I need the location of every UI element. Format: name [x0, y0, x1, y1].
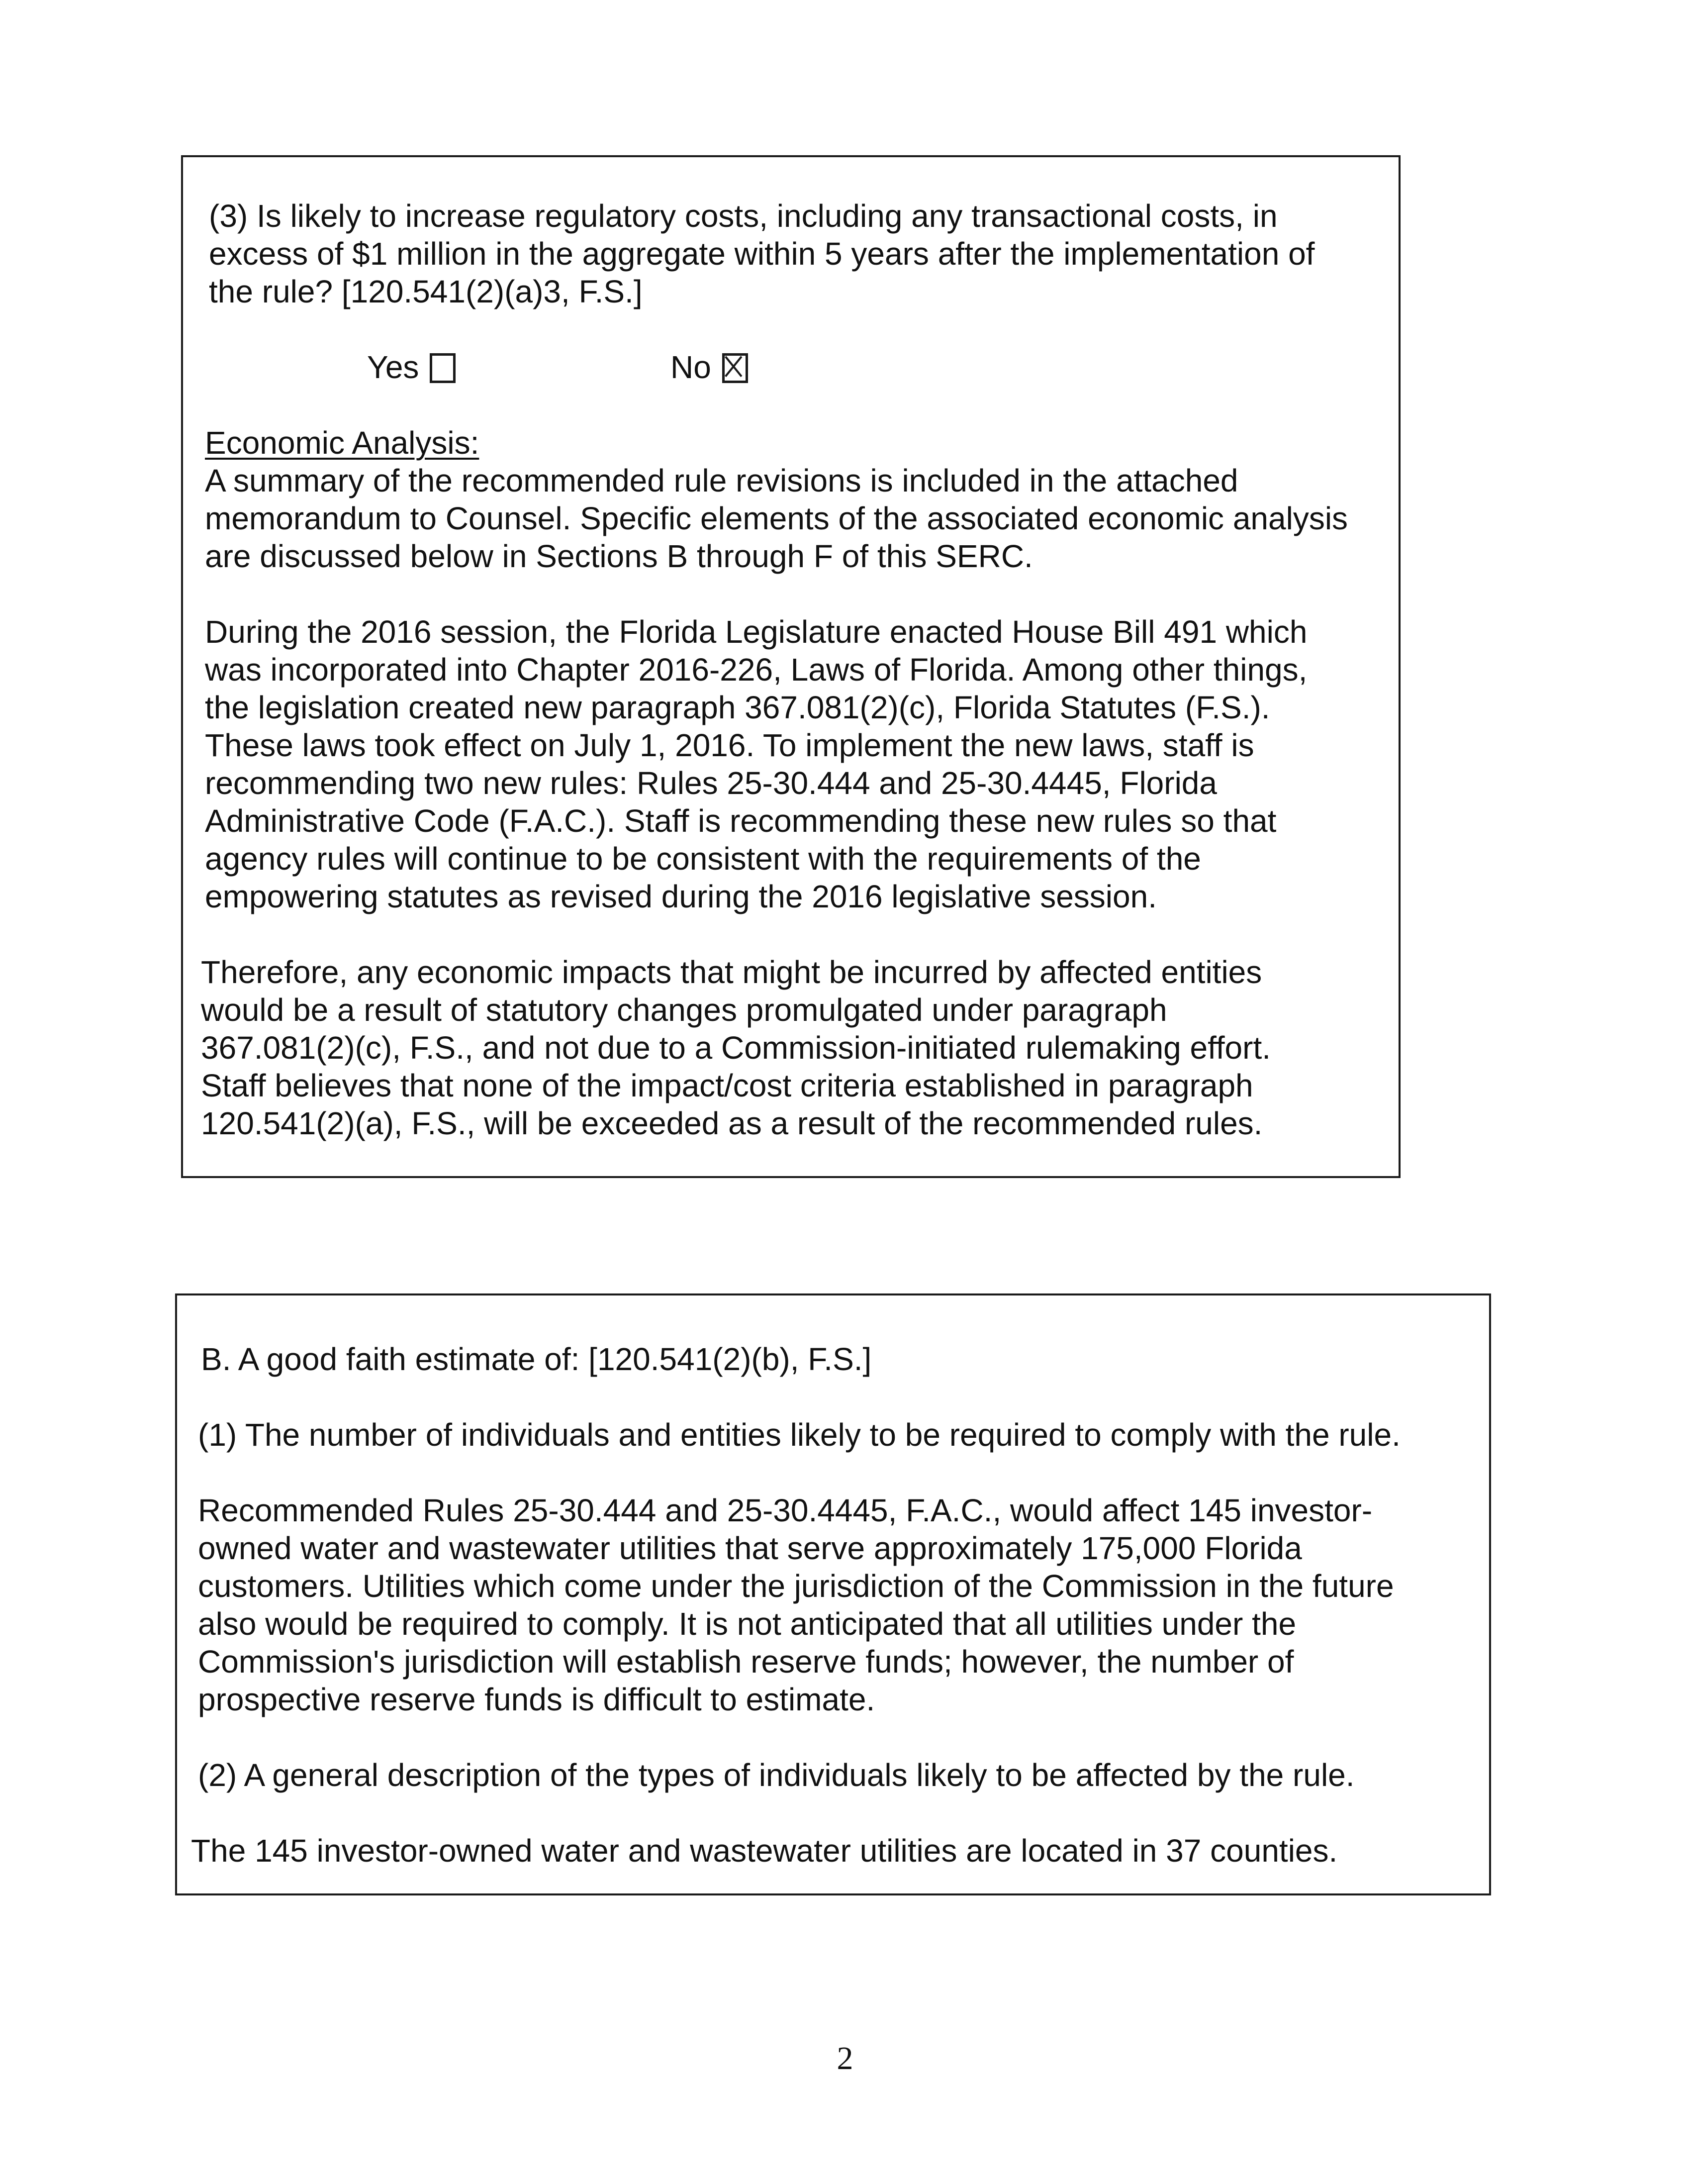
- section-b-paragraph-2: The 145 investor-owned water and wastewater utilities are located in 37 counties.: [191, 1833, 1338, 1869]
- yes-label: Yes: [367, 349, 419, 385]
- yes-checkbox[interactable]: [430, 353, 456, 383]
- paragraph-3-line-4: Staff believes that none of the impact/cost criteria established in paragraph: [201, 1068, 1253, 1103]
- paragraph-3-line-1: Therefore, any economic impacts that might be incurred by affected entities: [201, 954, 1262, 990]
- paragraph-1-line-3: are discussed below in Sections B through F of this SERC.: [205, 538, 1033, 574]
- paragraph-3-line-2: would be a result of statutory changes promulgated under paragraph: [201, 992, 1167, 1028]
- section-b-paragraph-1-line-2: owned water and wastewater utilities that serve approximately 175,000 Florida: [198, 1530, 1302, 1566]
- section-b-paragraph-1-line-4: also would be required to comply. It is not anticipated that all utilities under the: [198, 1606, 1297, 1642]
- section-b-item-2: (2) A general description of the types of individuals likely to be affected by the rule.: [198, 1757, 1355, 1793]
- no-label: No: [670, 349, 711, 385]
- section-b-paragraph-1-line-6: prospective reserve funds is difficult to estimate.: [198, 1682, 875, 1717]
- paragraph-2-line-5: recommending two new rules: Rules 25-30.444 and 25-30.4445, Florida: [205, 765, 1217, 801]
- paragraph-1-line-2: memorandum to Counsel. Specific elements of the associated economic analysis: [205, 500, 1348, 536]
- paragraph-2-line-3: the legislation created new paragraph 367.081(2)(c), Florida Statutes (F.S.).: [205, 690, 1270, 725]
- no-option: [670, 348, 748, 386]
- paragraph-2-line-1: During the 2016 session, the Florida Legislature enacted House Bill 491 which: [205, 614, 1308, 650]
- yes-option: [367, 348, 456, 386]
- paragraph-2-line-7: agency rules will continue to be consistent with the requirements of the: [205, 841, 1201, 877]
- section-b-heading: B. A good faith estimate of: [120.541(2)(b), F.S.]: [201, 1341, 872, 1377]
- paragraph-2-line-8: empowering statutes as revised during the 2016 legislative session.: [205, 879, 1157, 914]
- page-number: 2: [837, 2040, 853, 2077]
- question-3-line-1: (3) Is likely to increase regulatory costs, including any transactional costs, in: [209, 198, 1278, 234]
- no-checkbox[interactable]: [722, 353, 748, 383]
- paragraph-2-line-4: These laws took effect on July 1, 2016. To implement the new laws, staff is: [205, 727, 1254, 763]
- x-mark-icon: [725, 356, 746, 381]
- section-b-item-1: (1) The number of individuals and entities likely to be required to comply with the rule.: [198, 1417, 1401, 1453]
- question-3-line-2: excess of $1 million in the aggregate within 5 years after the implementation of: [209, 236, 1315, 272]
- question-3-box: [181, 155, 1401, 1178]
- section-b-box: [175, 1293, 1491, 1895]
- paragraph-1-line-1: A summary of the recommended rule revisions is included in the attached: [205, 463, 1238, 498]
- paragraph-2-line-6: Administrative Code (F.A.C.). Staff is recommending these new rules so that: [205, 803, 1277, 839]
- paragraph-3-line-3: 367.081(2)(c), F.S., and not due to a Commission-initiated rulemaking effort.: [201, 1030, 1271, 1066]
- question-3-line-3: the rule? [120.541(2)(a)3, F.S.]: [209, 274, 643, 309]
- paragraph-2-line-2: was incorporated into Chapter 2016-226, Laws of Florida. Among other things,: [205, 652, 1308, 688]
- section-b-paragraph-1-line-5: Commission's jurisdiction will establish reserve funds; however, the number of: [198, 1644, 1294, 1680]
- economic-analysis-heading: Economic Analysis:: [205, 425, 479, 461]
- section-b-paragraph-1-line-1: Recommended Rules 25-30.444 and 25-30.4445, F.A.C., would affect 145 investor-: [198, 1492, 1373, 1528]
- paragraph-3-line-5: 120.541(2)(a), F.S., will be exceeded as a result of the recommended rules.: [201, 1105, 1263, 1141]
- section-b-paragraph-1-line-3: customers. Utilities which come under the jurisdiction of the Commission in the future: [198, 1568, 1394, 1604]
